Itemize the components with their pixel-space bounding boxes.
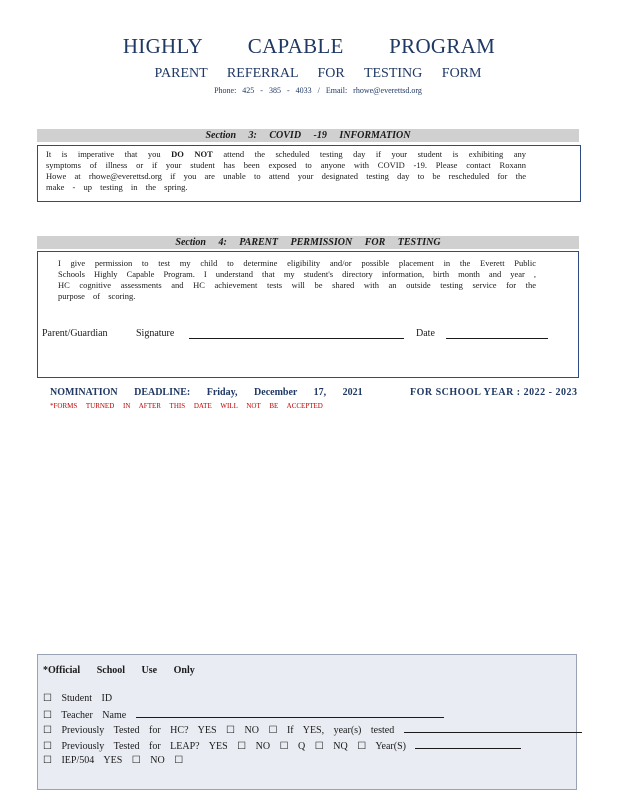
date-label: Date <box>416 328 435 339</box>
student-id-label: Student ID <box>61 693 113 704</box>
iep-row <box>43 755 183 766</box>
checkbox-icon[interactable]: ☐ <box>314 741 324 752</box>
form-subtitle: PARENT REFERRAL FOR TESTING FORM <box>154 66 482 81</box>
section3-heading: Section 3: COVID -19 INFORMATION <box>37 129 579 142</box>
teacher-name-label: Teacher Name <box>61 710 127 721</box>
leap-nq-label: NQ <box>333 741 348 752</box>
checkbox-icon[interactable]: ☐ <box>43 741 52 752</box>
checkbox-icon[interactable]: ☐ <box>357 741 367 752</box>
checkbox-icon[interactable]: ☐ <box>43 725 52 736</box>
checkbox-icon[interactable]: ☐ <box>43 693 52 704</box>
checkbox-icon[interactable]: ☐ <box>279 741 289 752</box>
section3-box <box>37 145 581 202</box>
hc-years-line[interactable] <box>404 723 582 733</box>
student-id-row <box>43 693 112 704</box>
leap-years-line[interactable] <box>415 739 521 749</box>
checkbox-icon[interactable]: ☐ <box>131 755 141 766</box>
leap-question-label: Previously Tested for LEAP? YES <box>61 741 228 752</box>
section4-box <box>37 251 579 378</box>
section3-text-part1: It is imperative that you <box>46 149 161 159</box>
section3-text <box>46 149 526 193</box>
checkbox-icon[interactable]: ☐ <box>174 755 184 766</box>
hc-tested-row <box>43 723 582 736</box>
iep-no-label: NO <box>150 755 165 766</box>
leap-tested-row <box>43 739 521 752</box>
teacher-name-line[interactable] <box>136 708 444 718</box>
late-notice: *FORMS TURNED IN AFTER THIS DATE WILL NOT BE ACCEPTED <box>50 402 323 410</box>
checkbox-icon[interactable]: ☐ <box>43 755 52 766</box>
official-use-box <box>37 654 577 790</box>
leap-no-label: NO <box>255 741 271 752</box>
hc-question-label: Previously Tested for HC? YES <box>61 725 217 736</box>
form-title: HIGHLY CAPABLE PROGRAM <box>122 34 496 58</box>
date-line[interactable] <box>446 338 548 339</box>
nomination-deadline: NOMINATION DEADLINE: Friday, December 17, 2021 <box>50 387 363 398</box>
section4-text: I give permission to test my child to determine eligibility and/or possible placement in the Everett Public Schools Highly Capable Program. I understand that my student's directory information, birth month and year , HC cognitive assessments and HC achievement tests will be shared with an outside testing service for the purpose of scoring. <box>58 258 536 301</box>
leap-years-label: Year(S) <box>375 741 406 752</box>
hc-no-label: NO <box>244 725 259 736</box>
parent-guardian-label: Parent/Guardian <box>42 328 108 339</box>
section4-heading: Section 4: PARENT PERMISSION FOR TESTING <box>37 236 579 249</box>
checkbox-icon[interactable]: ☐ <box>226 725 236 736</box>
checkbox-icon[interactable]: ☐ <box>43 710 52 721</box>
contact-line: Phone: 425 - 385 - 4033 / Email: rhowe@everettsd.org <box>214 86 422 95</box>
official-heading: *Official School Use Only <box>43 665 195 676</box>
section3-text-part2: attend the scheduled testing day if your student is exhibiting any symptoms of illness or if your student has been exposed to anyone with COVID -19. Please contact Roxann Howe at rhowe@everettsd.org if you are unable to attend your designated testing day to be rescheduled for the make - up testing in the spring. <box>46 149 527 192</box>
teacher-name-row <box>43 708 444 721</box>
hc-if-yes-label: If YES, year(s) tested <box>286 725 395 736</box>
leap-q-label: Q <box>298 741 306 752</box>
section3-bold-text: DO NOT <box>171 149 213 159</box>
signature-line[interactable] <box>189 338 404 339</box>
iep-label: IEP/504 <box>61 755 95 766</box>
signature-label: Signature <box>136 328 175 339</box>
checkbox-icon[interactable]: ☐ <box>237 741 247 752</box>
checkbox-icon[interactable]: ☐ <box>268 725 278 736</box>
school-year: FOR SCHOOL YEAR : 2022 - 2023 <box>410 387 578 398</box>
iep-yes-label: YES <box>103 755 123 766</box>
